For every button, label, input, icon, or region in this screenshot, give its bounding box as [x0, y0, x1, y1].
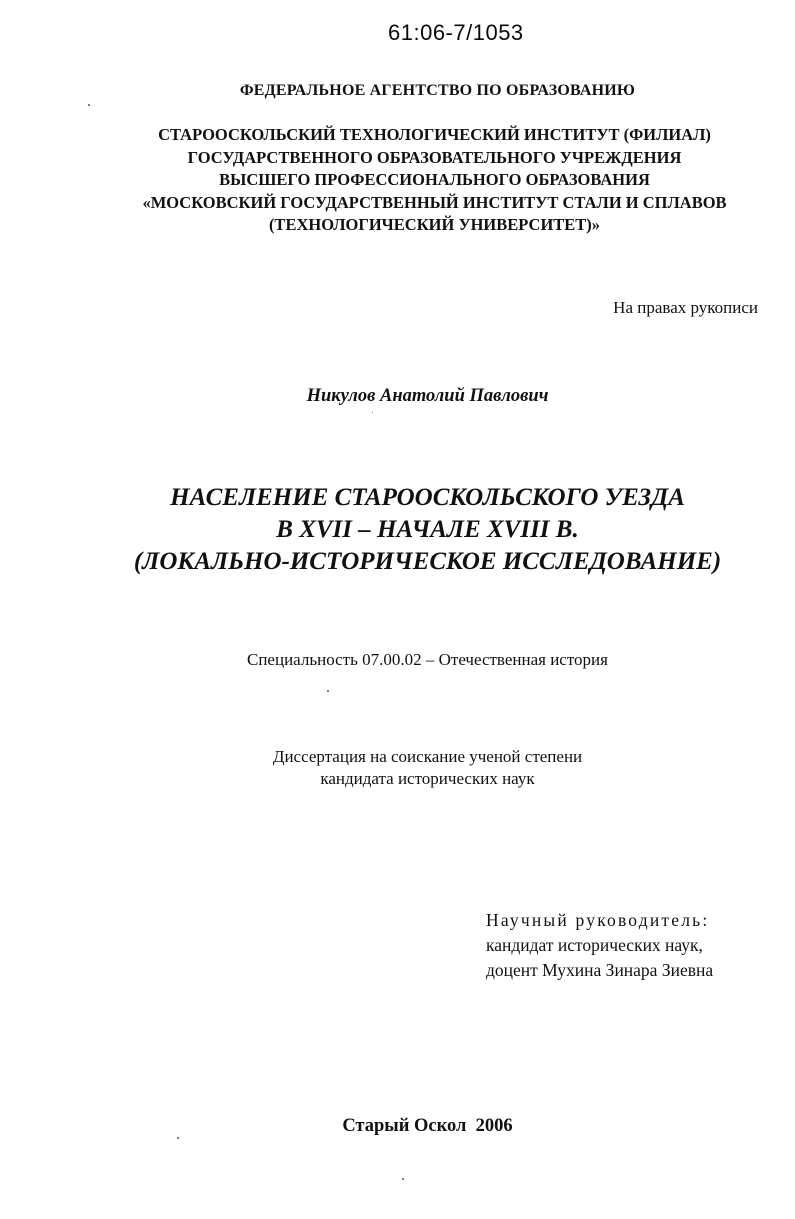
agency-heading: ФЕДЕРАЛЬНОЕ АГЕНТСТВО ПО ОБРАЗОВАНИЮ — [239, 82, 636, 99]
scan-speck — [402, 1178, 404, 1180]
supervisor-label: Научный руководитель: — [486, 910, 710, 930]
city-year: Старый Оскол 2006 — [342, 1116, 513, 1136]
author-name: Никулов Анатолий Павлович — [306, 386, 549, 406]
degree-statement — [30, 746, 795, 790]
title-line: (ЛОКАЛЬНО-ИСТОРИЧЕСКОЕ ИССЛЕДОВАНИЕ) — [133, 548, 722, 575]
institute-line: ВЫСШЕГО ПРОФЕССИОНАЛЬНОГО ОБРАЗОВАНИЯ — [219, 170, 650, 189]
supervisor-degree: кандидат исторических наук, — [486, 935, 703, 955]
scan-speck — [88, 104, 90, 106]
dissertation-title — [30, 482, 795, 578]
archive-stamp-number: 61:06-7/1053 — [388, 20, 524, 45]
institute-line: ГОСУДАРСТВЕННОГО ОБРАЗОВАТЕЛЬНОГО УЧРЕЖДЕНИЯ — [187, 147, 682, 167]
title-line: НАСЕЛЕНИЕ СТАРООСКОЛЬСКОГО УЕЗДА — [170, 484, 685, 511]
scan-speck — [177, 1137, 179, 1139]
title-line: В XVII – НАЧАЛЕ XVIII В. — [276, 516, 579, 543]
scan-speck — [327, 690, 329, 692]
supervisor-block — [486, 908, 713, 983]
supervisor-name: доцент Мухина Зинара Зиевна — [486, 960, 714, 980]
institute-line: (ТЕХНОЛОГИЧЕСКИЙ УНИВЕРСИТЕТ)» — [268, 215, 601, 234]
rights-note: На правах рукописи — [613, 298, 758, 317]
degree-line: кандидата исторических наук — [320, 769, 535, 788]
institute-heading — [37, 124, 795, 237]
scan-speck — [372, 412, 373, 413]
degree-line: Диссертация на соискание ученой степени — [272, 747, 583, 766]
institute-line: СТАРООСКОЛЬСКИЙ ТЕХНОЛОГИЧЕСКИЙ ИНСТИТУТ (ФИЛИАЛ) — [158, 125, 711, 144]
institute-line: «МОСКОВСКИЙ ГОСУДАРСТВЕННЫЙ ИНСТИТУТ СТАЛИ И СПЛАВОВ — [142, 192, 727, 212]
specialty-line: Специальность 07.00.02 – Отечественная история — [247, 650, 608, 669]
